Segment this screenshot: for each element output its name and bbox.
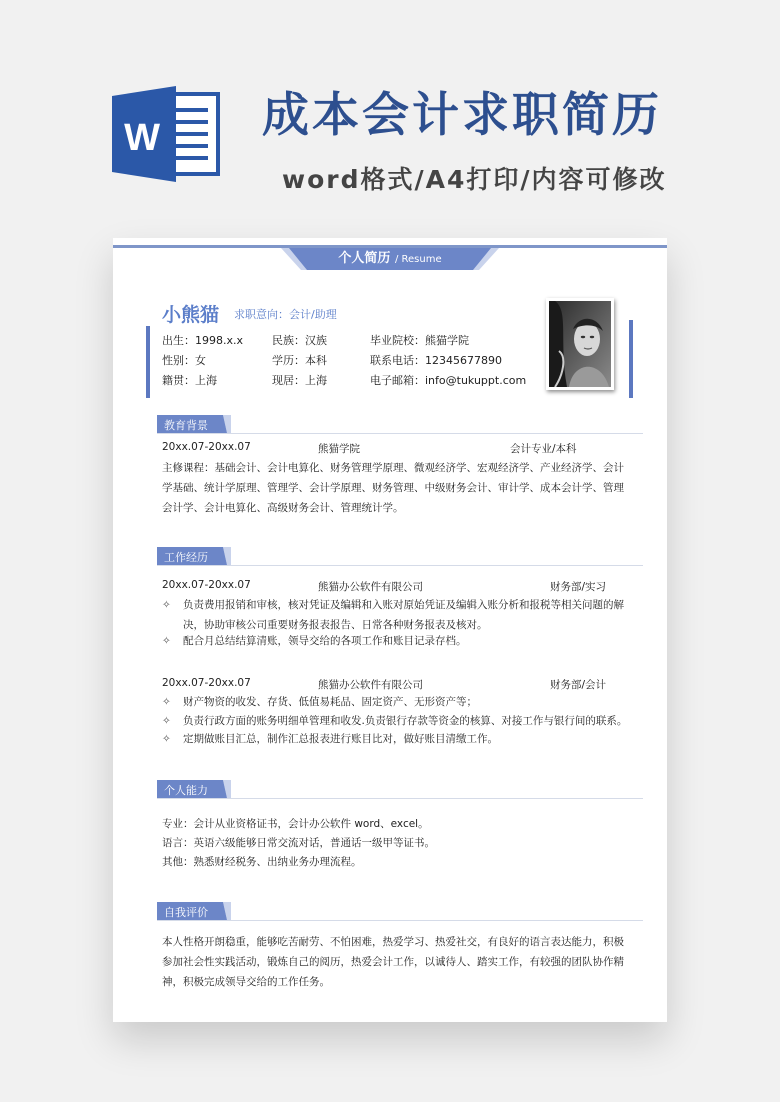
job-2-duty-2-text: 负责行政方面的账务明细单管理和收发.负责银行存款等资金的核算、对接工作与银行间的联系。 [183,715,628,727]
job-1-period: 20xx.07-20xx.07 [162,579,251,591]
info-residence: 现居：上海 [272,374,327,387]
work-heading-label: 工作经历 [164,551,208,564]
education-rule [157,433,643,434]
bullet-mark: ✧ [162,715,171,727]
job-2-company: 熊猫办公软件有限公司 [318,679,423,691]
work-rule [157,565,643,566]
info-degree: 学历：本科 [272,354,327,367]
job-2-period: 20xx.07-20xx.07 [162,677,251,689]
bullet-mark: ✧ [162,599,171,611]
skills-heading-label: 个人能力 [164,784,208,797]
info-phone: 联系电话：12345677890 [370,354,502,367]
job-2-duty-1 [162,692,638,712]
job-1-duty-2 [162,631,638,651]
info-school: 毕业院校：熊猫学院 [370,334,469,347]
right-accent-bar [629,320,633,398]
education-major: 会计专业/本科 [510,443,577,455]
job-2-duty-1-text: 财产物资的收发、存货、低值易耗品、固定资产、无形资产等； [183,696,477,708]
info-origin: 籍贯：上海 [162,374,217,387]
bullet-mark: ✧ [162,635,171,647]
resume-tab-title: 个人简历 [338,251,391,266]
job-1-duty-1-text: 负责费用报销和审核，核对凭证及编辑和入账对原始凭证及编辑入账分析和报税等相关问题的解决，协助审核公司重要财务报表报告、日常各种财务报表及核对。 [183,599,624,631]
job-1-role: 财务部/实习 [550,581,607,593]
evaluation-rule [157,920,643,921]
resume-page [113,238,667,1022]
skills-rule [157,798,643,799]
education-heading [157,415,231,433]
evaluation-heading [157,902,231,920]
word-document-icon [112,86,220,182]
info-gender: 性别：女 [162,354,206,367]
resume-tab-label [281,248,499,270]
document-title: 成本会计求职简历 [262,88,662,143]
education-courses: 主修课程：基础会计、会计电算化、财务管理学原理、微观经济学、宏观经济学、产业经济学、会计学基础、统计学原理、管理学、会计学原理、财务管理、中级财务会计、审计学、成本会计学、管理会计学、会计电算化、高级财务会计、管理统计学。 [162,462,624,514]
skill-line-3: 其他：熟悉财经税务、出纳业务办理流程。 [162,856,362,868]
info-ethnicity: 民族：汉族 [272,334,327,347]
job-1-duty-1 [162,595,638,635]
resume-tab-sub: / Resume [394,254,442,265]
job-2-duty-3-text: 定期做账目汇总，制作汇总报表进行账目比对，做好账目清缴工作。 [183,733,498,745]
skill-line-1: 专业：会计从业资格证书，会计办公软件 word、excel。 [162,818,429,830]
job-1-duty-2-text: 配合月总结结算清账，领导交给的各项工作和账目记录存档。 [183,635,467,647]
evaluation-heading-label: 自我评价 [164,906,208,919]
evaluation-text: 本人性格开朗稳重，能够吃苦耐劳、不怕困难，热爱学习、热爱社交，有良好的语言表达能力，积极参加社会性实践活动，锻炼自己的阅历，热爱会计工作，以诚待人、踏实工作，有较强的团队协作精神，积极完成领导交给的工作任务。 [162,936,624,988]
education-heading-label: 教育背景 [164,419,208,432]
work-heading [157,547,231,565]
job-2-duty-3 [162,729,638,749]
bullet-mark: ✧ [162,733,171,745]
info-email: 电子邮箱：info@tukuppt.com [370,374,527,387]
skills-heading [157,780,231,798]
candidate-name: 小熊猫 [162,304,220,326]
left-accent-bar [146,326,150,398]
job-1-company: 熊猫办公软件有限公司 [318,581,423,593]
profile-photo [546,298,614,390]
education-period: 20xx.07-20xx.07 [162,441,251,453]
job-2-duty-2 [162,711,638,731]
info-birth: 出生：1998.x.x [162,334,244,347]
word-icon-letter: W [124,117,160,159]
job-intent: 求职意向：会计/助理 [234,308,337,321]
skill-line-2: 语言：英语六级能够日常交流对话，普通话一级甲等证书。 [162,837,435,849]
education-school: 熊猫学院 [318,443,360,455]
job-2-role: 财务部/会计 [550,679,607,691]
document-subtitle: word格式/A4打印/内容可修改 [282,165,667,194]
bullet-mark: ✧ [162,696,171,708]
